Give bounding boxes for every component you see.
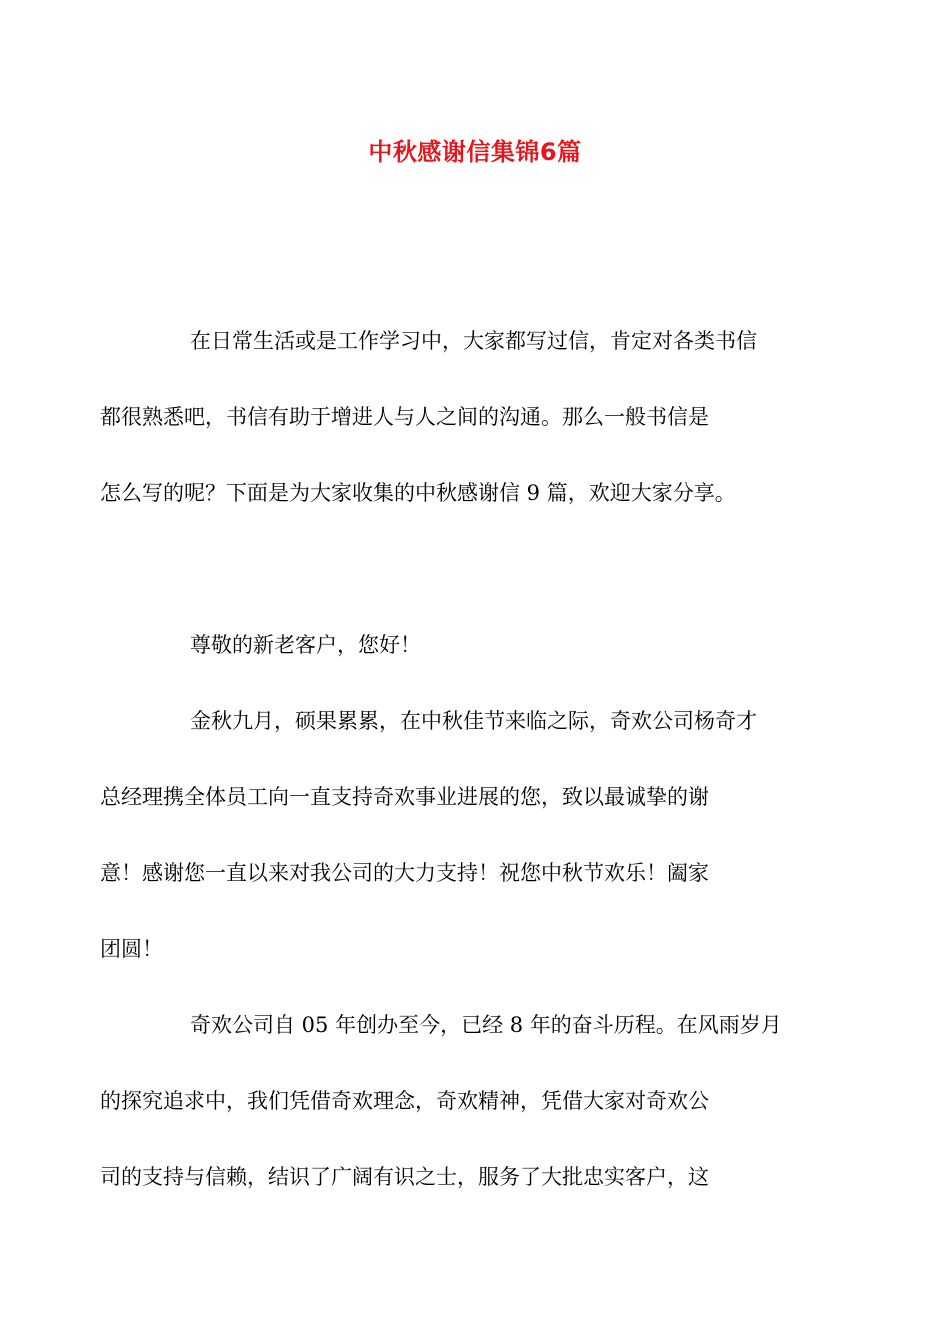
paragraph-thanks — [100, 702, 813, 968]
text-line: 金秋九月，硕果累累，在中秋佳节来临之际，奇欢公司杨奇才 — [190, 709, 757, 733]
paragraph-history — [100, 1006, 813, 1196]
text-line: 尊敬的新老客户，您好！ — [190, 633, 421, 657]
paragraph-intro — [100, 322, 813, 512]
text-line: 怎么写的呢？下面是为大家收集的中秋感谢信 9 篇，欢迎大家分享。 — [100, 481, 736, 505]
text-line: 意！感谢您一直以来对我公司的大力支持！祝您中秋节欢乐！阖家 — [100, 861, 709, 885]
text-line: 都很熟悉吧，书信有助于增进人与人之间的沟通。那么一般书信是 — [100, 405, 709, 429]
document-body — [100, 322, 813, 1196]
document-title: 中秋感谢信集锦6篇 — [368, 138, 582, 166]
paragraph-greeting — [145, 626, 813, 664]
text-line: 司的支持与信赖，结识了广阔有识之士，服务了大批忠实客户，这 — [100, 1165, 709, 1189]
text-line: 的探究追求中，我们凭借奇欢理念，奇欢精神，凭借大家对奇欢公 — [100, 1089, 709, 1113]
text-line: 团圆！ — [100, 937, 163, 961]
text-line: 奇欢公司自 05 年创办至今，已经 8 年的奋斗历程。在风雨岁月 — [190, 1013, 782, 1037]
text-line: 在日常生活或是工作学习中，大家都写过信，肯定对各类书信 — [190, 329, 757, 353]
text-line: 总经理携全体员工向一直支持奇欢事业进展的您，致以最诚挚的谢 — [100, 785, 709, 809]
